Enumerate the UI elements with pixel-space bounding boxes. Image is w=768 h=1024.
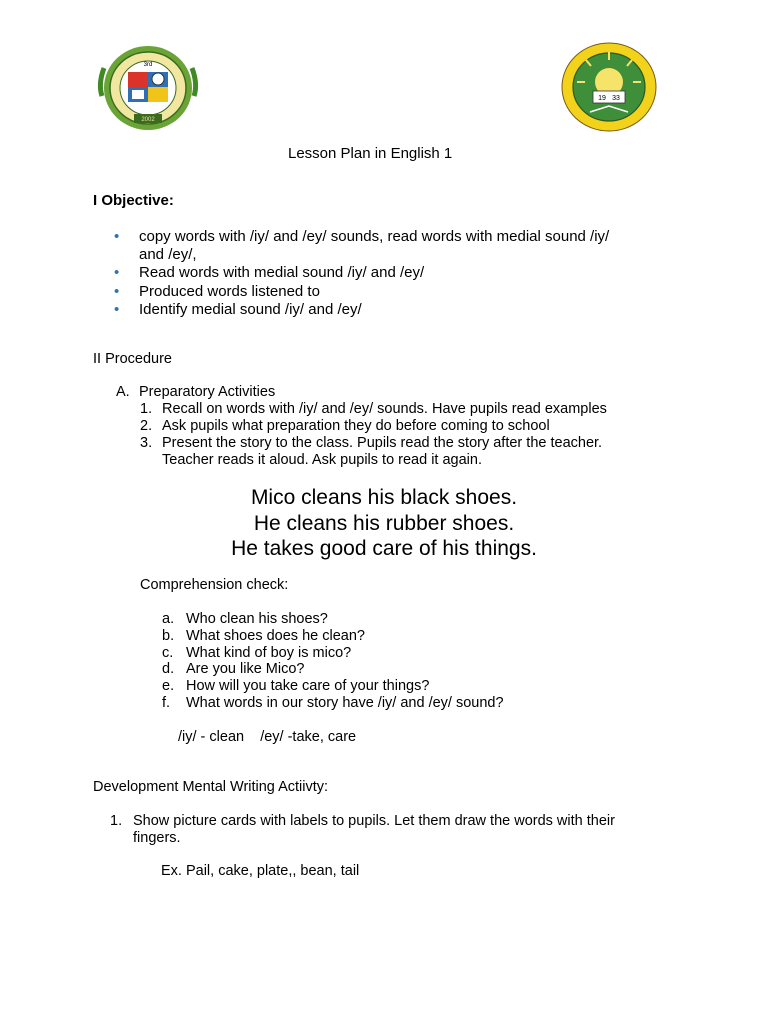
right-logo-year-left: 19 [598,95,606,102]
story-line: He takes good care of his things. [231,537,537,560]
step-text-continued: fingers. [133,830,181,846]
question-text: What kind of boy is mico? [186,645,352,661]
objective-item: Read words with medial sound /iy/ and /ey/ [139,264,425,281]
left-logo-year: 2002 [141,117,155,123]
comprehension-heading: Comprehension check: [140,577,289,593]
question-text: How will you take care of your things? [186,678,430,694]
step-text-continued: Teacher reads it aloud. Ask pupils to read it again. [162,452,482,468]
objective-item: copy words with /iy/ and /ey/ sounds, read words with medial sound /iy/ [139,228,610,245]
page-title: Lesson Plan in English 1 [288,145,453,162]
step-text: Present the story to the class. Pupils read the story after the teacher. [162,435,603,451]
section-label: Preparatory Activities [139,384,276,400]
step-number: 1. [110,813,123,829]
development-heading: Development Mental Writing Actiivty: [93,779,329,795]
story-line: He cleans his rubber shoes. [253,512,515,535]
answer-line: /iy/ - clean /ey/ -take, care [178,729,357,745]
question-marker: f. [162,695,171,711]
question-text: What words in our story have /iy/ and /ey/ sound? [186,695,504,711]
question-marker: c. [162,645,174,661]
step-text: Recall on words with /iy/ and /ey/ sounds. Have pupils read examples [162,401,607,417]
college-seal-logo [94,44,202,132]
right-logo-year-right: 33 [612,95,620,102]
example-line: Ex. Pail, cake, plate,, bean, tail [161,863,360,879]
question-marker: e. [162,678,175,694]
section-marker: A. [116,384,130,400]
objective-item: Produced words listened to [139,283,320,300]
school-seal-logo [560,42,658,132]
step-text: Ask pupils what preparation they do before coming to school [162,418,550,434]
step-number: 3. [140,435,153,451]
step-number: 2. [140,418,153,434]
step-text: Show picture cards with labels to pupils. Let them draw the words with their [133,813,615,829]
bullet-icon: • [114,301,120,318]
bullet-icon: • [114,283,120,300]
bullet-icon: • [114,228,120,245]
objective-item: Identify medial sound /iy/ and /ey/ [139,301,362,318]
question-marker: b. [162,628,175,644]
objective-heading: I Objective: [93,192,174,209]
question-text: What shoes does he clean? [186,628,365,644]
bullet-icon: • [114,264,120,281]
question-marker: a. [162,611,175,627]
procedure-heading: II Procedure [93,351,172,367]
left-logo-sub: 3rd [143,62,153,68]
objective-item-continued: and /ey/, [139,246,197,263]
question-text: Are you like Mico? [186,661,305,677]
question-marker: d. [162,661,175,677]
step-number: 1. [140,401,153,417]
question-text: Who clean his shoes? [186,611,328,627]
story-line: Mico cleans his black shoes. [250,486,518,509]
